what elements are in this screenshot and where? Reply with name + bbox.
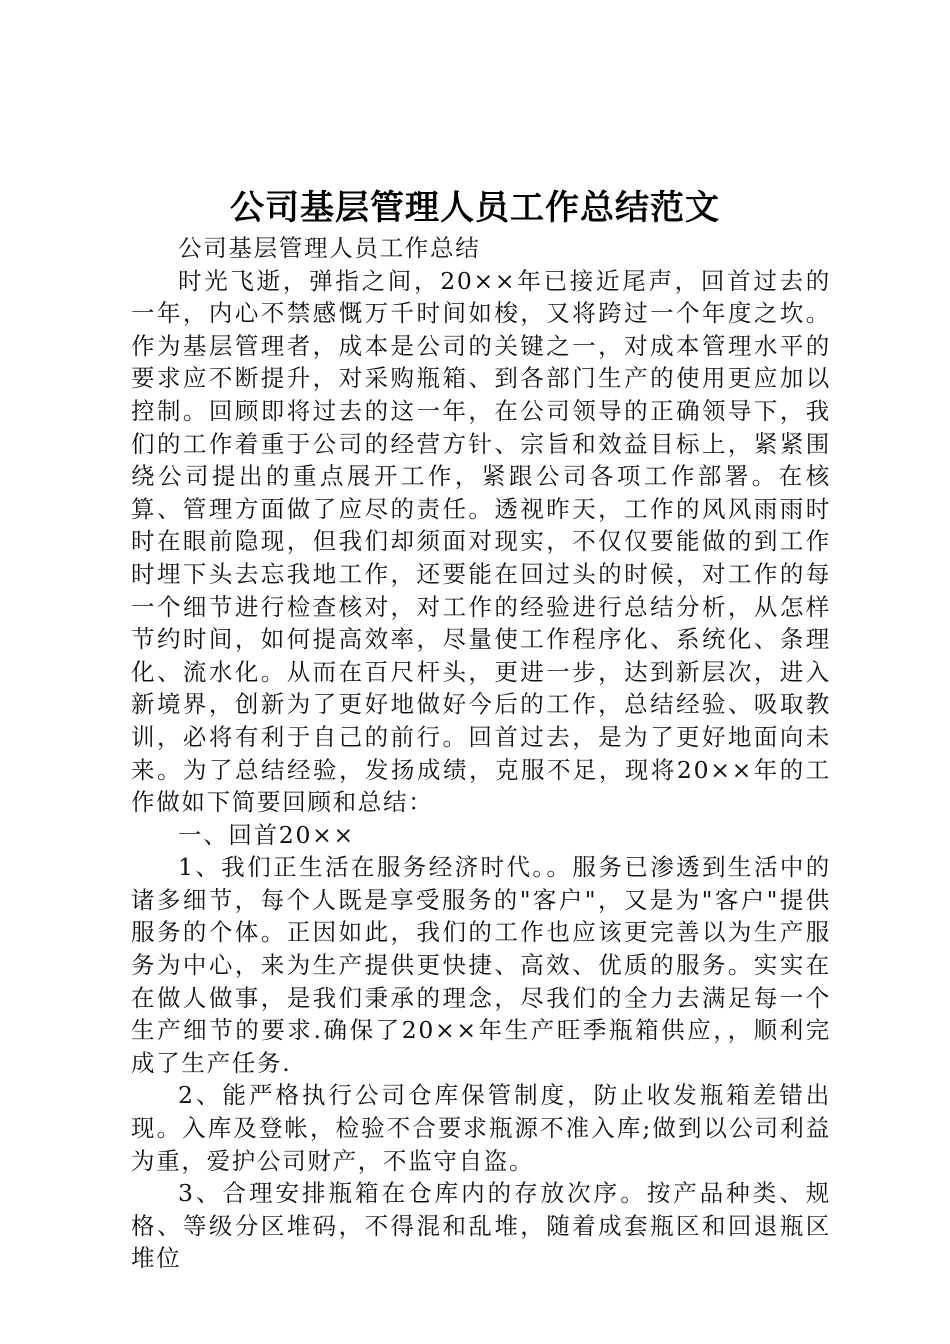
section-heading: 一、回首20×× <box>178 820 355 849</box>
document-body <box>131 232 831 1275</box>
document-title: 公司基层管理人员工作总结范文 <box>230 188 720 228</box>
paragraph-item-1: 1、我们正生活在服务经济时代。。服务已渗透到生活中的诸多细节，每个人既是享受服务的"客户"，又是为"客户"提供服务的个体。正因如此，我们的工作也应该更完善以为生产服务为中心，来为生产提供更快捷、高效、优质的服务。实实在在做人做事，是我们秉承的理念，尽我们的全力去满足每一个生产细节的要求.确保了20××年生产旺季瓶箱供应，，顺利完成了生产任务. <box>131 853 831 1077</box>
paragraph-intro: 时光飞逝，弹指之间，20××年已接近尾声，回首过去的一年，内心不禁感慨万千时间如梭，又将跨过一个年度之坎。作为基层管理者，成本是公司的关键之一，对成本管理水平的要求应不断提升，对采购瓶箱、到各部门生产的使用更应加以控制。回顾即将过去的这一年，在公司领导的正确领导下，我们的工作着重于公司的经营方针、宗旨和效益目标上，紧紧围绕公司提出的重点展开工作，紧跟公司各项工作部署。在核算、管理方面做了应尽的责任。透视昨天，工作的风风雨雨时时在眼前隐现，但我们却须面对现实，不仅仅要能做的到工作时埋下头去忘我地工作，还要能在回过头的时候，对工作的每一个细节进行检查核对，对工作的经验进行总结分析，从怎样节约时间，如何提高效率，尽量使工作程序化、系统化、条理化、流水化。从而在百尺杆头，更进一步，达到新层次，进入新境界，创新为了更好地做好今后的工作，总结经验、吸取教训，必将有利于自己的前行。回首过去，是为了更好地面向未来。为了总结经验，发扬成绩，克服不足，现将20××年的工作做如下简要回顾和总结： <box>131 266 831 817</box>
paragraph-subtitle: 公司基层管理人员工作总结 <box>178 234 481 262</box>
paragraph-item-3: 3、合理安排瓶箱在仓库内的存放次序。按产品种类、规格、等级分区堆码，不得混和乱堆，随着成套瓶区和回退瓶区堆位 <box>131 1179 831 1273</box>
paragraph-item-2: 2、能严格执行公司仓库保管制度，防止收发瓶箱差错出现。入库及登帐，检验不合要求瓶源不准入库;做到以公司利益为重，爱护公司财产，不监守自盗。 <box>131 1081 831 1175</box>
